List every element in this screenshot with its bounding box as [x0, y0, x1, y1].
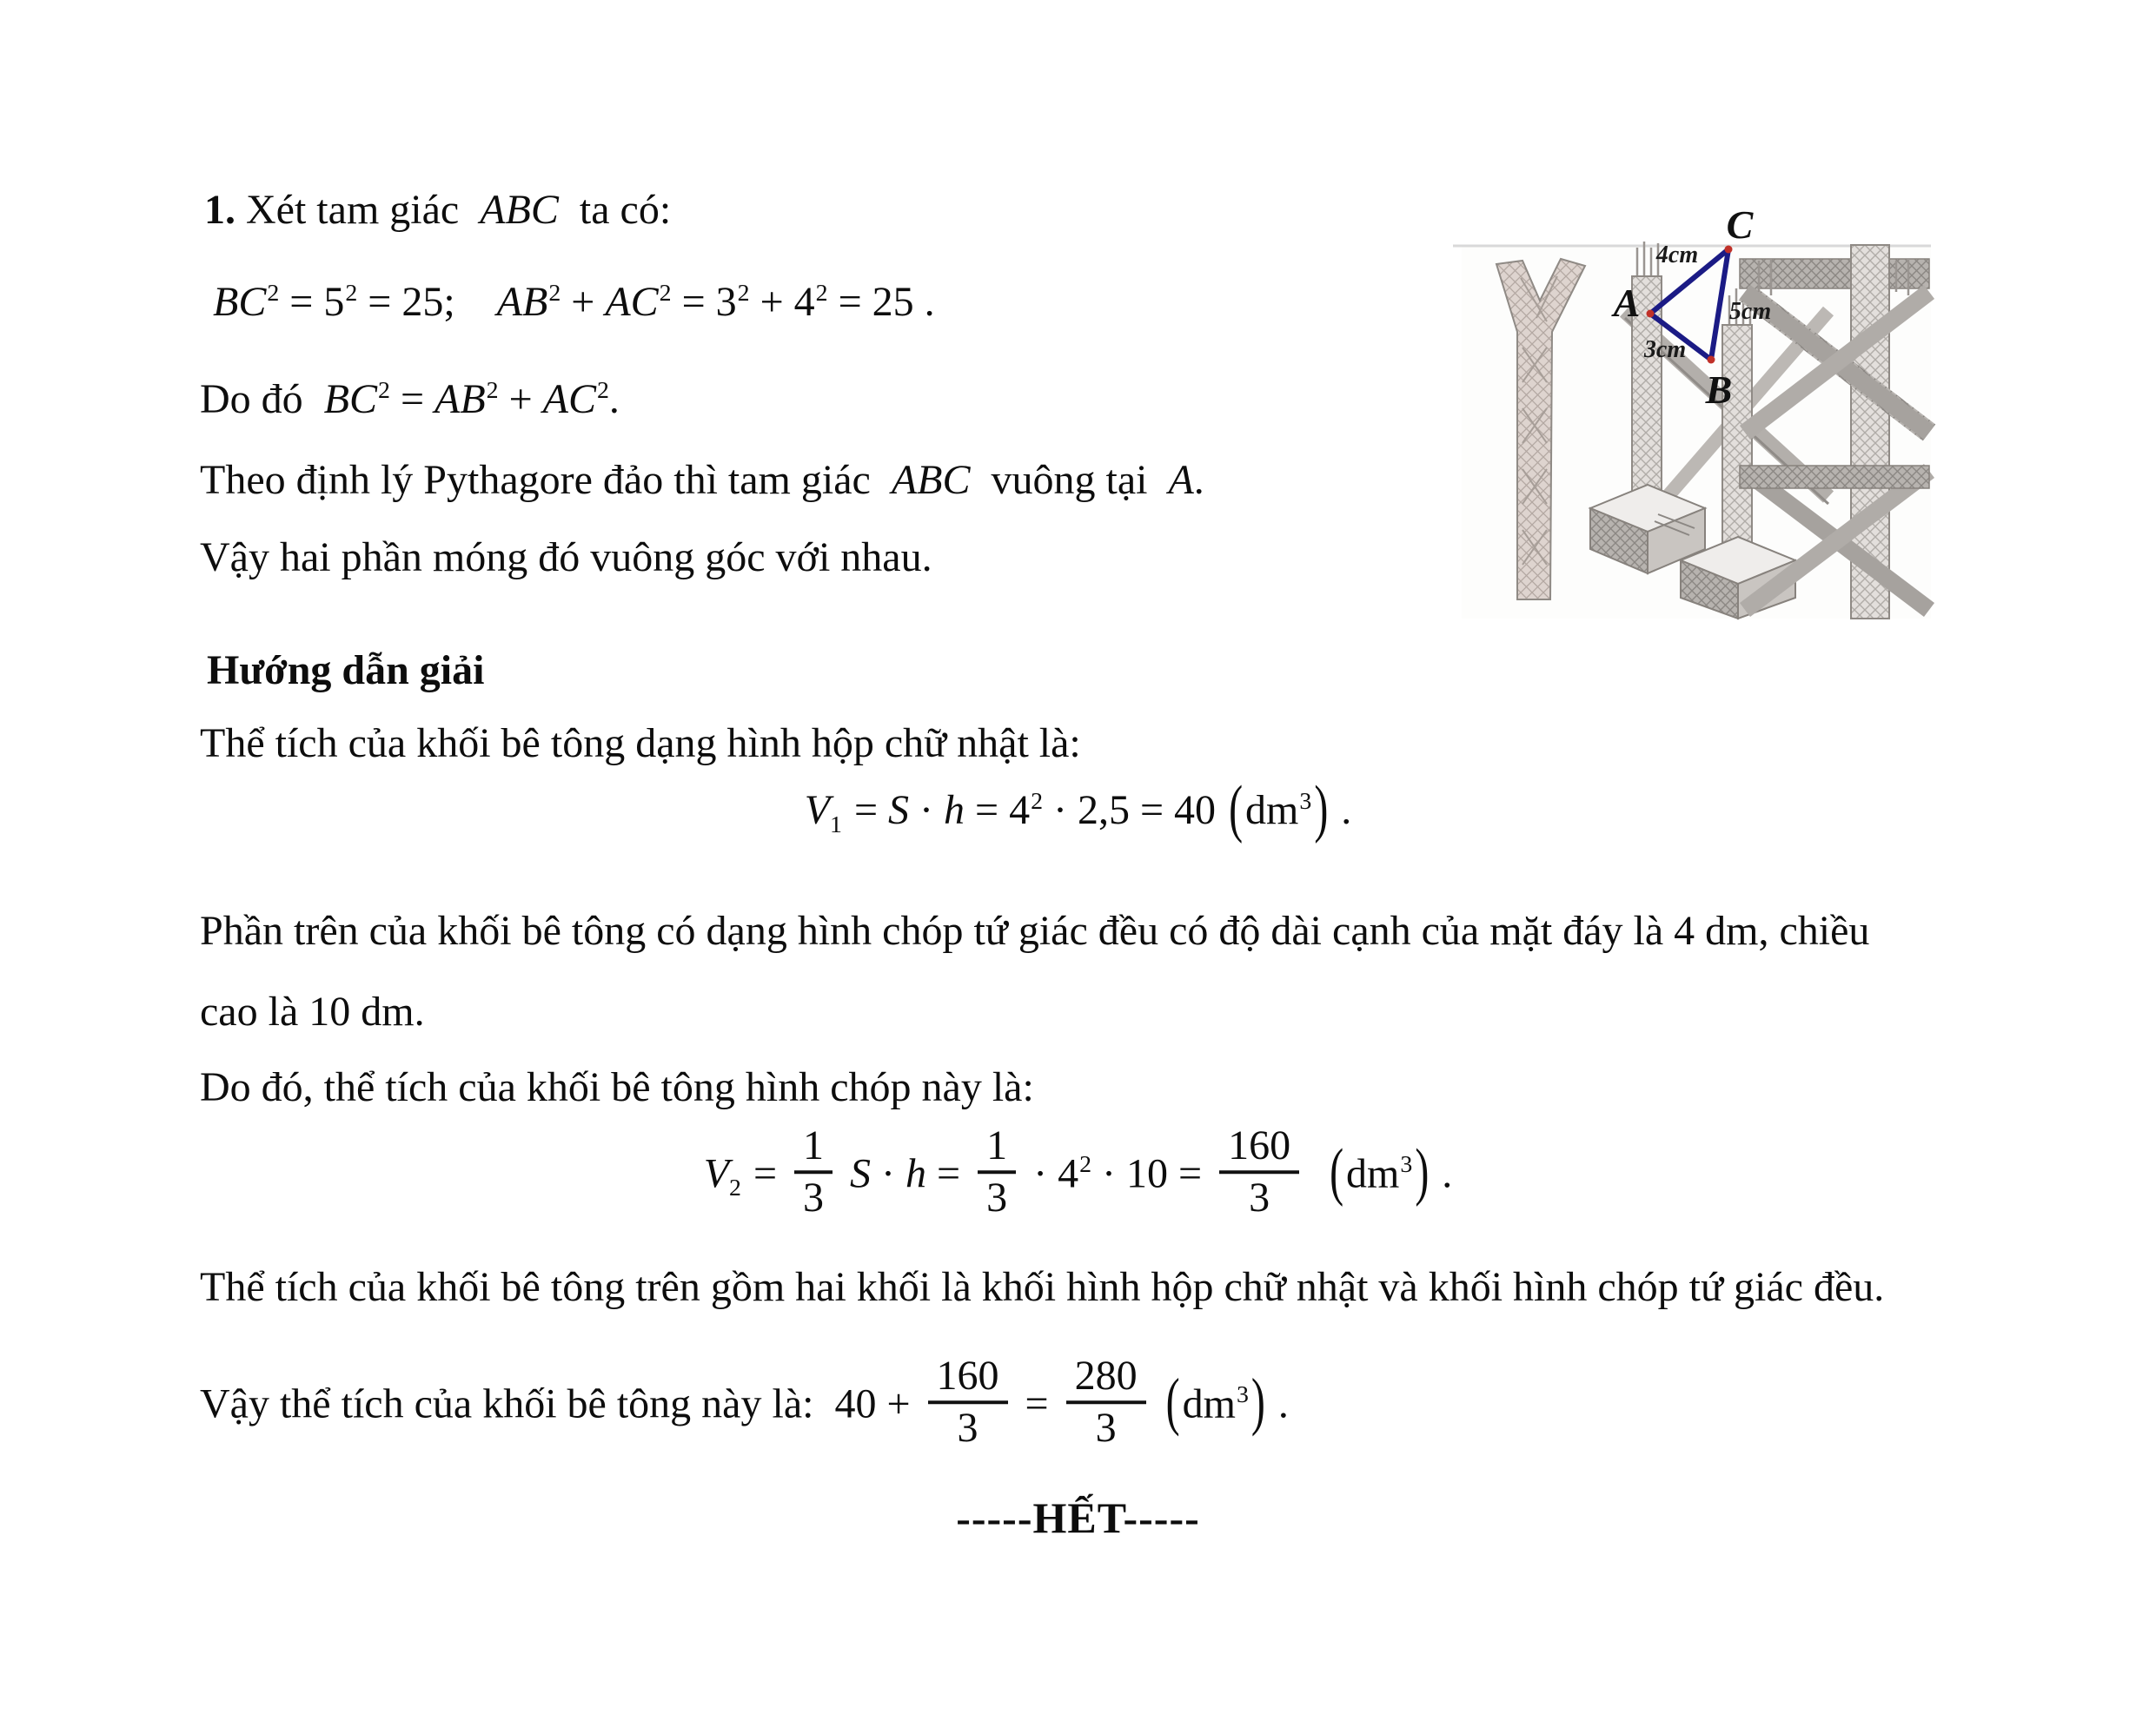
math-token: BC: [213, 279, 267, 325]
math-token: dm: [1245, 787, 1299, 833]
math-token: +: [498, 376, 543, 422]
math-token: $\frac{1}{3}$: [978, 1124, 1016, 1221]
math-token: AC: [605, 279, 659, 325]
side-ac-label: 4cm: [1655, 242, 1699, 268]
math-token: 2: [1079, 1151, 1091, 1179]
math-token: BC: [323, 376, 378, 422]
side-cb-label: 5cm: [1728, 298, 1772, 325]
math-token: ABC: [480, 187, 559, 233]
math-token: AB: [435, 376, 486, 422]
construction-figure: [1453, 209, 1948, 626]
formula-v1: [0, 772, 2156, 845]
math-token: ): [1314, 772, 1329, 845]
math-token: = 25 .: [827, 279, 935, 325]
math-token: Do đó: [200, 376, 324, 422]
math-token: h: [906, 1150, 927, 1197]
math-token: = 4: [965, 787, 1031, 833]
problem-line-conclusion: Vậy hai phần móng đó vuông góc với nhau.: [200, 534, 932, 580]
formula-v2: [0, 1122, 2156, 1226]
math-token: $\frac{280}{3}$: [1066, 1354, 1146, 1451]
math-token: 3: [1400, 1151, 1413, 1179]
math-token: 1: [830, 811, 842, 838]
math-token: =: [926, 1150, 972, 1197]
problem-line-pythagore: [200, 454, 1204, 506]
math-token: =: [389, 376, 435, 422]
problem-line-dodo: [200, 374, 620, 426]
construction-photo: [1453, 209, 1948, 626]
math-token: 2: [378, 376, 390, 404]
math-token: $\frac{160}{3}$: [1219, 1124, 1299, 1221]
math-token: ABC: [891, 457, 971, 503]
math-token: ): [1415, 1136, 1430, 1208]
end-marker: -----HẾT-----: [956, 1493, 1200, 1542]
math-token: dm: [1182, 1380, 1236, 1427]
vertex-a-label: A: [1613, 281, 1641, 325]
math-token: 2: [659, 279, 672, 307]
math-token: ): [1250, 1366, 1265, 1439]
math-token: 2: [597, 376, 609, 404]
math-token: 2: [345, 279, 358, 307]
math-token: V: [804, 787, 831, 833]
math-token: = 5: [279, 279, 345, 325]
math-token: 2: [815, 279, 828, 307]
math-token: · 4: [1023, 1150, 1079, 1197]
math-token: 2: [548, 279, 561, 307]
solution-pyramid-line-1: Phần trên của khối bê tông có dạng hình chóp tứ giác đều có độ dài cạnh của mặt đáy là 4 dm, chiều: [200, 908, 1870, 954]
math-token: (: [1330, 1136, 1344, 1208]
math-token: 1.: [204, 187, 236, 233]
math-token: =: [843, 787, 889, 833]
math-token: (: [1229, 772, 1244, 845]
math-token: = 3: [671, 279, 737, 325]
math-token: .: [1193, 457, 1204, 503]
problem-line-1: [204, 184, 671, 236]
math-token: $\frac{160}{3}$: [928, 1354, 1008, 1451]
math-token: AC: [542, 376, 596, 422]
math-token: (: [1165, 1366, 1180, 1439]
math-token: = 25;: [357, 279, 497, 325]
math-token: 3: [1236, 1381, 1249, 1409]
math-token: 2: [486, 376, 499, 404]
vertex-c-label: C: [1726, 209, 1754, 247]
math-token: ·: [909, 787, 944, 833]
math-token: .: [1267, 1380, 1289, 1427]
math-token: 2: [737, 279, 750, 307]
math-token: V: [703, 1150, 730, 1197]
math-token: =: [742, 1150, 788, 1197]
math-token: 2: [1031, 787, 1043, 815]
vertex-b-label: B: [1705, 367, 1733, 412]
math-token: + 4: [749, 279, 815, 325]
side-ab-label: 3cm: [1643, 336, 1687, 363]
math-token: +: [561, 279, 606, 325]
math-token: 2: [729, 1175, 741, 1202]
math-token: · 2,5 = 40: [1043, 787, 1227, 833]
math-token: Theo định lý Pythagore đảo thì tam giác: [200, 457, 892, 503]
solution-total-line: Thể tích của khối bê tông trên gồm hai khối là khối hình hộp chữ nhật và khối hình chóp tứ giác đều.: [200, 1264, 1885, 1310]
math-token: [839, 1150, 850, 1196]
math-token: 3: [1299, 787, 1312, 815]
math-token: A: [1168, 457, 1194, 503]
problem-formula-bc: [213, 276, 935, 328]
solution-v2-intro: Do đó, thể tích của khối bê tông hình chóp này là:: [200, 1064, 1034, 1110]
math-token: Vậy thể tích của khối bê tông này là: 40 +: [200, 1380, 921, 1427]
solution-pyramid-line-2: cao là 10 dm.: [200, 989, 425, 1035]
math-token: vuông tại: [970, 457, 1169, 503]
math-token: Xét tam giác: [236, 187, 481, 233]
math-token: $\frac{1}{3}$: [794, 1124, 833, 1221]
math-token: dm: [1346, 1150, 1400, 1197]
math-token: h: [944, 787, 965, 833]
math-token: .: [1431, 1150, 1453, 1197]
vertex-a-dot: [1647, 310, 1655, 318]
math-token: ·: [871, 1150, 906, 1197]
math-token: · 10 =: [1091, 1150, 1213, 1197]
math-token: =: [1014, 1380, 1059, 1427]
vertex-b-dot: [1708, 356, 1715, 364]
math-token: .: [608, 376, 620, 422]
math-token: AB: [496, 279, 548, 325]
math-token: S: [888, 787, 910, 833]
math-token: [1306, 1150, 1327, 1196]
math-token: 2: [267, 279, 280, 307]
formula-final: [200, 1353, 1289, 1456]
math-token: ta có:: [558, 187, 672, 233]
math-token: S: [850, 1150, 872, 1197]
solution-v1-intro: Thể tích của khối bê tông dạng hình hộp chữ nhật là:: [200, 720, 1081, 766]
math-token: [1153, 1380, 1164, 1426]
math-token: .: [1330, 787, 1352, 833]
solution-heading: Hướng dẫn giải: [207, 647, 485, 693]
